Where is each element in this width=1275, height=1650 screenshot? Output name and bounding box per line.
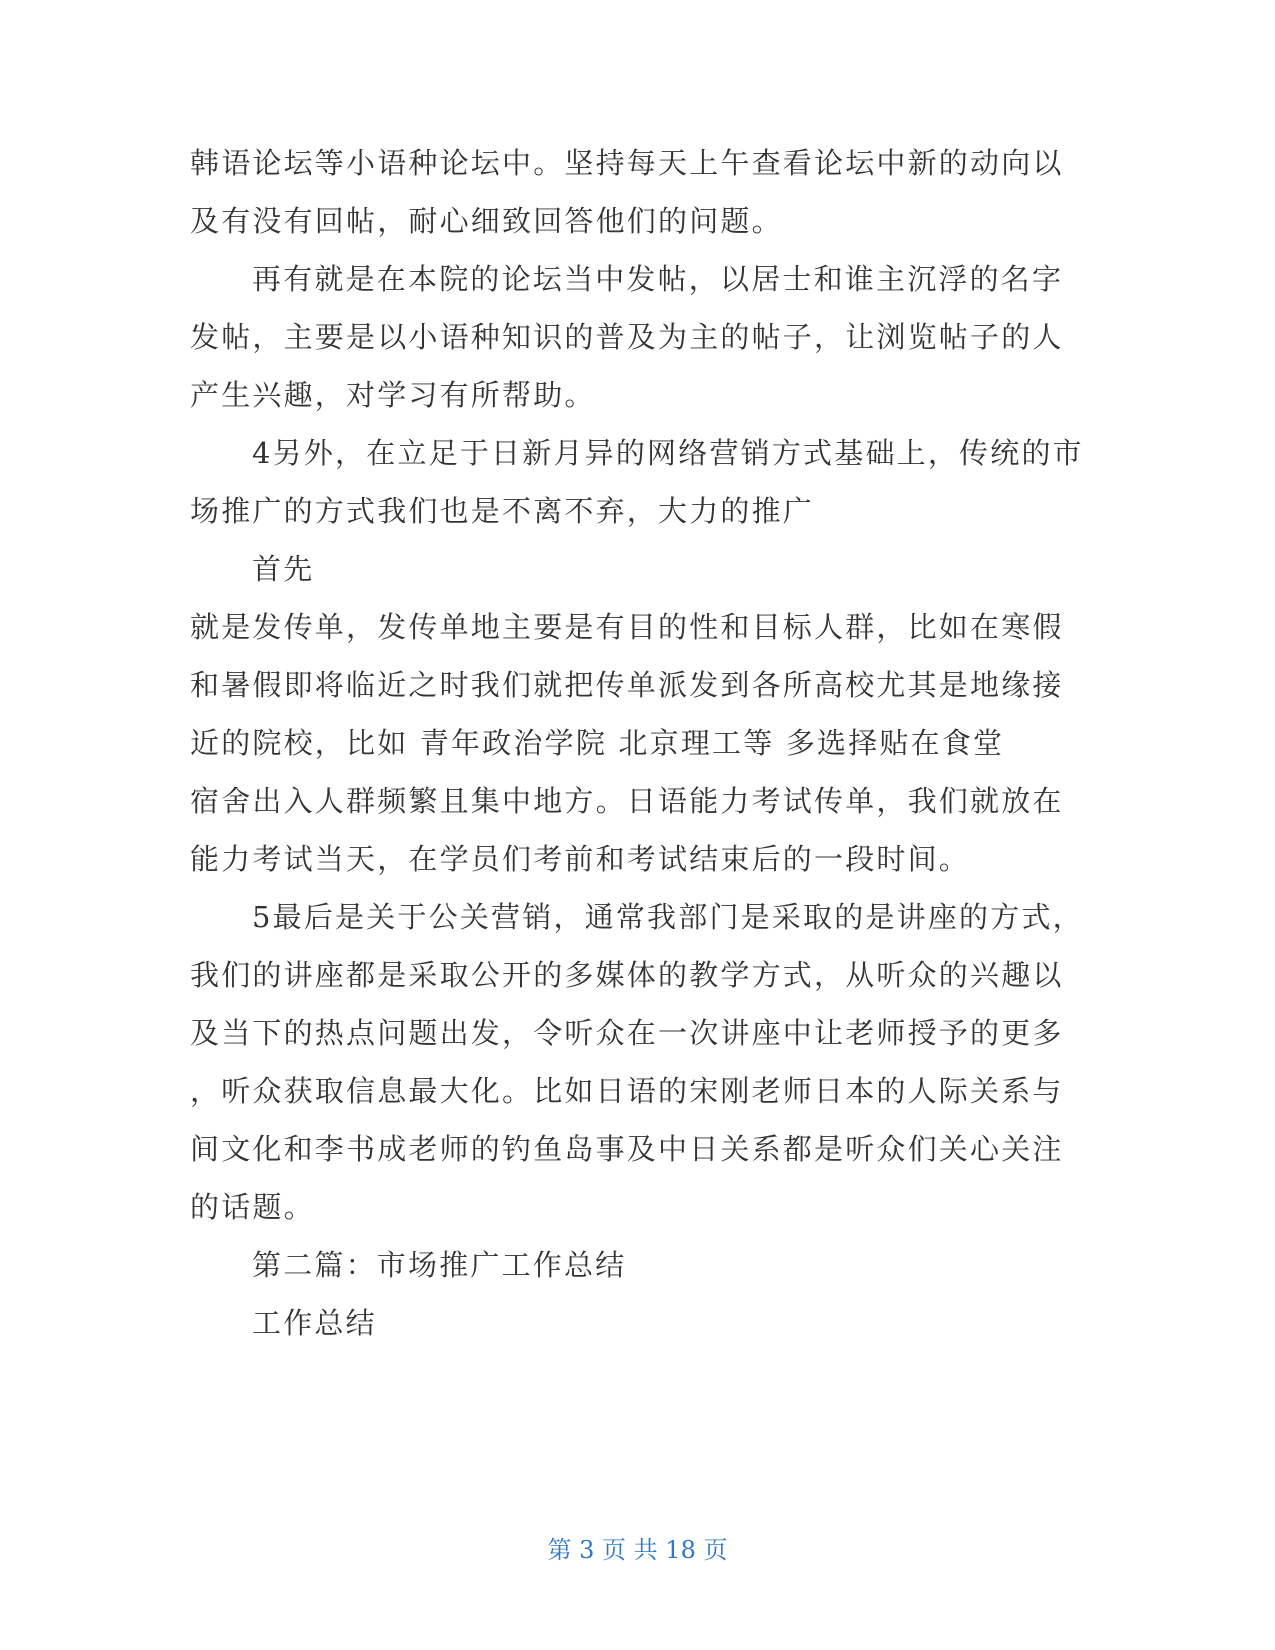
text-line: 我们的讲座都是采取公开的多媒体的教学方式，从听众的兴趣以	[190, 958, 1064, 992]
text-line: 场推广的方式我们也是不离不弃，大力的推广	[190, 494, 815, 528]
text-line: 间文化和李书成老师的钓鱼岛事及中日关系都是听众们关心关注	[190, 1132, 1064, 1166]
text-line: 及有没有回帖，耐心细致回答他们的问题。	[190, 204, 783, 238]
paragraph-start-line: 5最后是关于公关营销，通常我部门是采取的是讲座的方式，	[252, 900, 1084, 934]
text-line: 能力考试当天，在学员们考前和考试结束后的一段时间。	[190, 842, 971, 876]
text-line: 就是发传单，发传单地主要是有目的性和目标人群，比如在寒假	[190, 610, 1064, 644]
paragraph-start-line: 4另外，在立足于日新月异的网络营销方式基础上，传统的市	[252, 436, 1084, 470]
paragraph-start-line: 首先	[252, 552, 315, 586]
text-line: 近的院校，比如 青年政治学院 北京理工等 多选择贴在食堂	[190, 726, 1005, 760]
text-line: 宿舍出入人群频繁且集中地方。日语能力考试传单，我们就放在	[190, 784, 1064, 818]
text-line: 和暑假即将临近之时我们就把传单派发到各所高校尤其是地缘接	[190, 668, 1064, 702]
text-line: 的话题。	[190, 1190, 315, 1224]
paragraph-start-line: 再有就是在本院的论坛当中发帖，以居士和谁主沉浮的名字	[252, 262, 1064, 296]
page-number-footer: 第 3 页 共 18 页	[547, 1536, 728, 1564]
text-line: ，听众获取信息最大化。比如日语的宋刚老师日本的人际关系与	[190, 1074, 1064, 1108]
text-line: 产生兴趣，对学习有所帮助。	[190, 378, 596, 412]
section-heading: 第二篇：市场推广工作总结	[252, 1248, 627, 1282]
text-line: 韩语论坛等小语种论坛中。坚持每天上午查看论坛中新的动向以	[190, 146, 1064, 180]
text-line: 发帖，主要是以小语种知识的普及为主的帖子，让浏览帖子的人	[190, 320, 1064, 354]
text-line: 及当下的热点问题出发，令听众在一次讲座中让老师授予的更多	[190, 1016, 1064, 1050]
section-subheading: 工作总结	[252, 1306, 377, 1340]
